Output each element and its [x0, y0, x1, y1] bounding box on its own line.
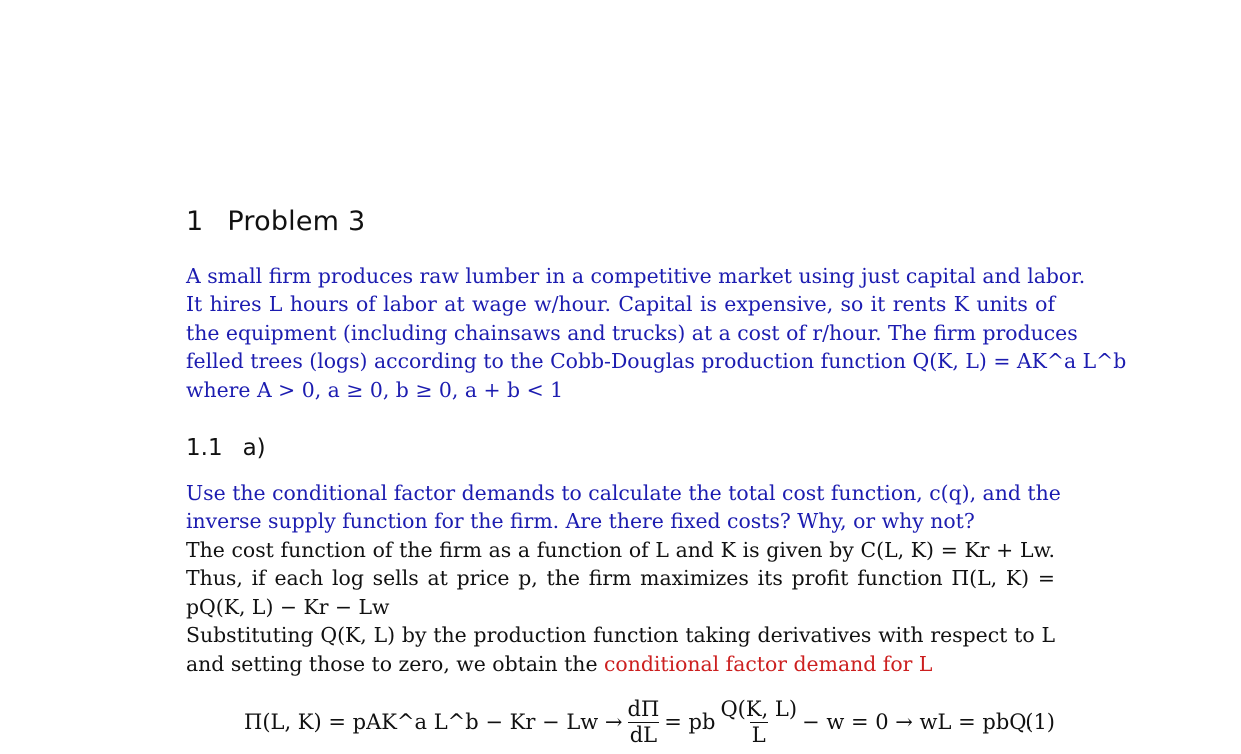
- answer-text: [186, 536, 1055, 678]
- equation-body: [244, 692, 1032, 752]
- fraction-q-over-l: [718, 698, 799, 746]
- problem-line: felled trees (logs) according to the Cobb-Douglas production function Q(K, L) = AK^a L^b: [186, 349, 1127, 374]
- subsection-title: a): [242, 435, 266, 461]
- equation-1: [244, 692, 1055, 752]
- question-text: [186, 479, 1061, 536]
- fraction-dpi-dl: [626, 698, 662, 746]
- problem-statement: [186, 262, 1127, 404]
- equation-rhs: − w = 0 → wL = pbQ.: [802, 710, 1033, 734]
- fraction-denominator: L: [751, 723, 766, 747]
- problem-line: the equipment (including chainsaws and trucks) at a cost of r/hour. The firm produces: [186, 320, 1078, 345]
- answer-line: pQ(K, L) − Kr − Lw: [186, 594, 390, 619]
- question-line: Use the conditional factor demands to calculate the total cost function, c(q), and the: [186, 481, 1061, 505]
- answer-line: Thus, if each log sells at price p, the firm maximizes its profit function Π(L, K) =: [186, 566, 1055, 591]
- answer-line: Substituting Q(K, L) by the production function taking derivatives with respect to L: [186, 623, 1055, 648]
- equation-number: (1): [1025, 710, 1055, 734]
- subsection-number: 1.1: [186, 435, 223, 461]
- equation-lhs: Π(L, K) = pAK^a L^b − Kr − Lw →: [244, 710, 623, 734]
- problem-line: where A > 0, a ≥ 0, b ≥ 0, a + b < 1: [186, 377, 564, 402]
- highlighted-term: conditional factor demand for L: [604, 651, 933, 676]
- answer-line-with-highlight: [186, 650, 1055, 678]
- answer-line-prefix: and setting those to zero, we obtain the: [186, 651, 604, 676]
- subsection-heading: [186, 435, 266, 461]
- question-line: inverse supply function for the firm. Are there fixed costs? Why, or why not?: [186, 509, 975, 534]
- problem-line: A small firm produces raw lumber in a competitive market using just capital and labor.: [186, 264, 1086, 288]
- equation-mid: = pb: [664, 710, 716, 734]
- fraction-numerator: dΠ: [627, 696, 660, 721]
- section-heading: [186, 206, 365, 237]
- fraction-numerator: Q(K, L): [720, 696, 798, 721]
- problem-line: It hires L hours of labor at wage w/hour. Capital is expensive, so it rents K units of: [186, 292, 1055, 317]
- fraction-denominator: dL: [629, 723, 658, 747]
- section-number: 1: [186, 206, 204, 237]
- section-title: Problem 3: [227, 206, 366, 237]
- answer-line: The cost function of the firm as a function of L and K is given by C(L, K) = Kr + Lw.: [186, 538, 1055, 562]
